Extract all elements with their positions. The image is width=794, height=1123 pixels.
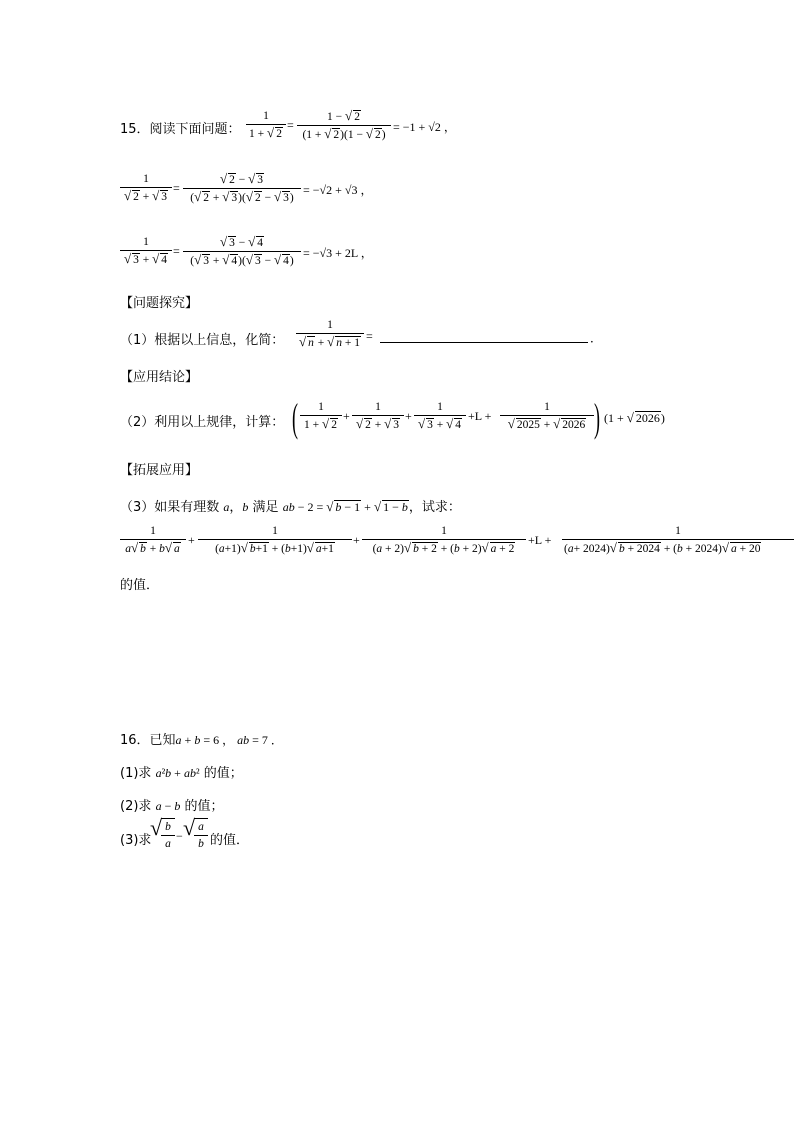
part2-prompt: （2）利用以上规律，计算： bbox=[120, 415, 285, 430]
denominator: 1 + √ 2 bbox=[304, 416, 337, 431]
denominator: (√ 2 + √ 3)(√ 2 − √ 3) bbox=[190, 189, 294, 204]
part3-prompt: （3）如果有理数 a，b 满足 ab − 2 = √ b − 1 + √ 1 − b，试求： bbox=[120, 499, 461, 515]
denominator: (a+1)√ b+1 + (b+1)√ a+1 bbox=[215, 540, 334, 555]
q16-head-text: 16．已知 bbox=[120, 733, 176, 748]
numerator: 1 bbox=[544, 401, 550, 413]
q16-sqrt-b-over-a: b a bbox=[161, 818, 175, 851]
numerator: 1 bbox=[441, 525, 447, 537]
numerator: √ 3 − √ 4 bbox=[219, 234, 264, 249]
left-paren: ( bbox=[292, 395, 298, 440]
ellipsis-plus: +L + bbox=[468, 409, 492, 423]
q16-sqrt-a-over-b: a b bbox=[194, 818, 208, 851]
numerator: 1 bbox=[375, 401, 381, 413]
line3-result: = −√3 + 2L ， bbox=[303, 246, 373, 260]
answer-blank[interactable] bbox=[380, 342, 588, 343]
equals: = bbox=[366, 329, 373, 343]
part1-fraction bbox=[296, 318, 364, 350]
q16-part3-prefix: (3)求 bbox=[120, 833, 152, 848]
numerator: 1 bbox=[143, 173, 149, 185]
denominator: (1 + √ 2)(1 − √ 2) bbox=[302, 126, 386, 141]
denominator: (√ 3 + √ 4)(√ 3 − √ 4) bbox=[190, 252, 294, 267]
numerator: 1 − √ 2 bbox=[327, 108, 360, 123]
plus: + bbox=[353, 533, 360, 547]
ellipsis-plus: +L + bbox=[528, 533, 552, 547]
part3-term-2 bbox=[198, 524, 352, 556]
denominator: 1 + √ 2 bbox=[249, 125, 282, 140]
part2-term-1 bbox=[300, 400, 342, 432]
section-extended-application: 【拓展应用】 bbox=[120, 463, 199, 478]
line2-fraction-2 bbox=[183, 172, 301, 205]
part3-term-1 bbox=[120, 524, 186, 556]
plus: + bbox=[343, 409, 350, 423]
numerator: 1 bbox=[675, 525, 681, 537]
part2-term-3 bbox=[414, 400, 466, 432]
section-apply-conclusion: 【应用结论】 bbox=[120, 370, 199, 385]
numerator: 1 bbox=[437, 401, 443, 413]
sqrt-sign: √ bbox=[183, 815, 196, 840]
part3-term-last bbox=[562, 524, 794, 556]
period: ． bbox=[590, 331, 603, 345]
part2-term-last bbox=[500, 400, 594, 432]
part3-term-3 bbox=[362, 524, 526, 556]
q16-part1: (1)求 a²b + ab² 的值； bbox=[120, 766, 243, 781]
minus: − bbox=[176, 829, 183, 843]
numerator: 1 bbox=[272, 525, 278, 537]
numerator: 1 bbox=[150, 525, 156, 537]
numerator: √ 2 − √ 3 bbox=[219, 171, 264, 186]
denominator: (a + 2)√ b + 2 + (b + 2)√ a + 2 bbox=[372, 540, 515, 555]
equals: = bbox=[173, 181, 180, 195]
part1-prompt: （1）根据以上信息，化简： bbox=[120, 333, 285, 348]
denominator: √ 2 + √ 3 bbox=[355, 416, 400, 431]
numerator: 1 bbox=[263, 110, 269, 122]
denominator: √ n + √ n + 1 bbox=[298, 334, 361, 349]
denominator: √ 3 + √ 4 bbox=[123, 251, 168, 266]
sqrt-sign: √ bbox=[150, 815, 163, 840]
q16-part2: (2)求 a − b 的值； bbox=[120, 799, 224, 814]
numerator: 1 bbox=[327, 319, 333, 331]
part2-multiplier: (1 + √ 2026) bbox=[604, 410, 665, 425]
numerator: 1 bbox=[143, 236, 149, 248]
line1-fraction-2 bbox=[297, 109, 391, 142]
line3-fraction-2 bbox=[183, 235, 301, 268]
line2-result: = −√2 + √3 ， bbox=[303, 183, 373, 197]
line1-result: = −1 + √2 ， bbox=[393, 120, 456, 134]
right-paren: ) bbox=[594, 395, 600, 440]
plus: + bbox=[188, 533, 195, 547]
q16-heading: 16．已知a + b = 6 ， ab = 7 ． bbox=[120, 733, 283, 748]
line3-fraction-1 bbox=[120, 235, 172, 267]
denominator: (a+ 2024)√ b + 2024 + (b + 2024)√ a + 20 bbox=[564, 540, 761, 555]
plus: + bbox=[405, 409, 412, 423]
part3-end: 的值． bbox=[120, 578, 160, 593]
denominator: a√ b + b√ a bbox=[125, 540, 180, 555]
q16-part3-end: 的值． bbox=[210, 833, 250, 848]
equals: = bbox=[287, 118, 294, 132]
section-problem-exploration: 【问题探究】 bbox=[120, 296, 199, 311]
denominator: √ 2 + √ 3 bbox=[123, 188, 168, 203]
equals: = bbox=[173, 244, 180, 258]
line1-fraction-1 bbox=[246, 109, 286, 141]
denominator: √ 2025 + √ 2026 bbox=[507, 416, 586, 431]
denominator: √ 3 + √ 4 bbox=[417, 416, 462, 431]
line2-fraction-1 bbox=[120, 172, 172, 204]
numerator: 1 bbox=[318, 401, 324, 413]
q15-heading: 15．阅读下面问题： bbox=[120, 122, 241, 137]
part2-term-2 bbox=[352, 400, 404, 432]
